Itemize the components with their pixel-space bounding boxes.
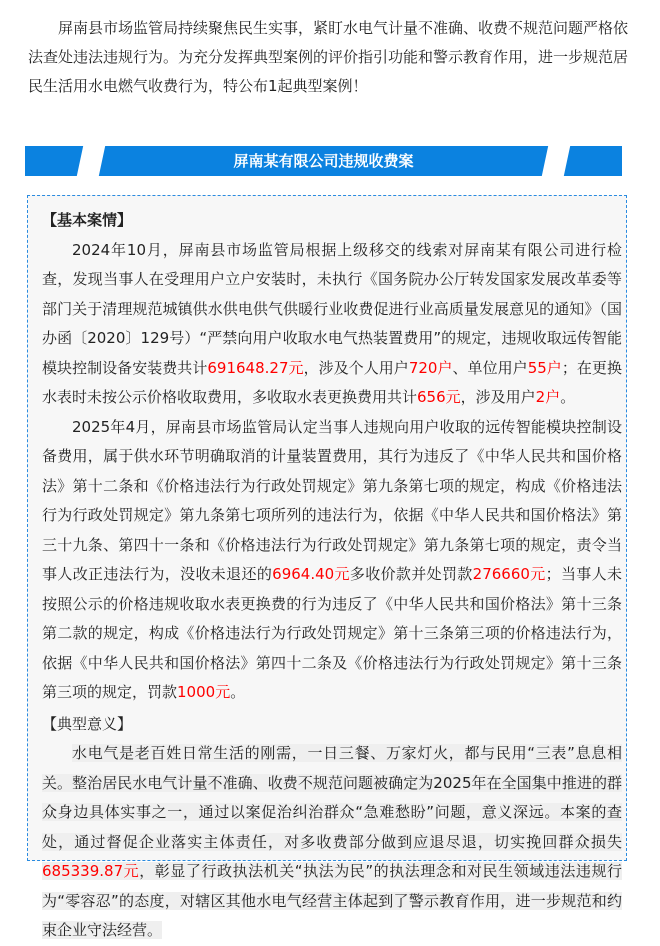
amount: 685339.87元 — [42, 862, 140, 880]
case-content-box — [27, 195, 627, 939]
amount: 691648.27元 — [207, 358, 304, 377]
section-heading-basic: 【基本案情】 — [42, 211, 133, 229]
amount: 6964.40元 — [272, 565, 350, 583]
amount: 720户 — [408, 358, 453, 377]
text: 2025年4月，屏南县市场监管局认定当事人违规向用户收取的远传智能模块控制设备费用，属于供水环节明确取消的计量装置费用，其行为违反了《中华人民共和国价格法》第十二条和《价格违法行为行政处罚规定》第九条第七项的规定，构成《价格违法行为行政处罚规定》第九条第七项所列的违法行为，依据《中华人民共和国价格法》第三十九条、第四十一条和《价格违法行为行政处罚规定》第九条第七项的规定，责令当事人改正违法行为，没收未退还的 — [42, 417, 622, 583]
intro-paragraph: 屏南县市场监管局持续聚焦民生实事，紧盯水电气计量不准确、收费不规范问题严格依法查处违法违规行为。为充分发挥典型案例的评价指引功能和警示教育作用，进一步规范居民生活用水电燃气收费行为，特公布1起典型案例！ — [28, 19, 629, 95]
section-heading-significance: 【典型意义】 — [42, 714, 133, 733]
text: ，涉及用户 — [460, 388, 536, 406]
amount: 2户 — [535, 388, 561, 406]
text: 、单位用户 — [452, 358, 528, 377]
significance-paragraph — [42, 739, 622, 946]
basic-paragraph-2 — [42, 413, 622, 708]
text: 水电气是老百姓日常生活的刚需，一日三餐、万家灯火，都与民用“三表”息息相关。整治居民水电气计量不准确、收费不规范问题被确定为2025年在全国集中推进的群众身边具体实事之一，通过以案促治纠治群众“急难愁盼”问题，意义深远。本案的查处，通过督促企业落实主体责任，对多收费部分做到应退尽退，切实挽回群众损失 — [42, 744, 622, 851]
amount: 276660元 — [472, 565, 546, 583]
text: 2024年10月，屏南县市场监管局根据上级移交的线索对屏南某有限公司进行检查，发现当事人在受理用户立户安装时，未执行《国务院办公厅转发国家发展改革委等部门关于清理规范城镇供水供电供气供暖行业收费促进行业高质量发展意见的通知》（国办函〔2020〕129号）“严禁向用户收取水电气热装置费用”的规定，违规收取远传智能模块控制设备安装费共计 — [42, 240, 622, 377]
case-title-banner — [25, 146, 622, 176]
text: ；当事人未按照公示的价格违规收取水表更换费的行为违反了《中华人民共和国价格法》第十三条第二款的规定，构成《价格违法行为行政处罚规定》第十三条第三项的价格违法行为，依据《中华人民共和国价格法》第四十二条及《价格违法行为行政处罚规定》第十三条第三项的规定，罚款 — [42, 565, 622, 701]
text: 。 — [230, 683, 246, 701]
text: 。 — [560, 388, 576, 406]
amount: 656元 — [417, 388, 461, 406]
amount: 1000元 — [177, 683, 231, 701]
text: ；在更换水表时未按公示价格收取费用，多收取水表更换费用共计 — [42, 358, 622, 406]
case-title: 屏南某有限公司违规收费案 — [233, 152, 414, 170]
text: ，彰显了行政执法机关“执法为民”的执法理念和对民生领域违法违规行为“零容忍”的态度，对辖区其他水电气经营主体起到了警示教育作用，进一步规范和约束企业守法经营。 — [42, 862, 622, 939]
text: 多收价款并处罚款 — [349, 565, 473, 583]
text: ，涉及个人用户 — [303, 358, 409, 377]
amount: 55户 — [527, 358, 562, 377]
basic-paragraph-1 — [42, 236, 622, 413]
